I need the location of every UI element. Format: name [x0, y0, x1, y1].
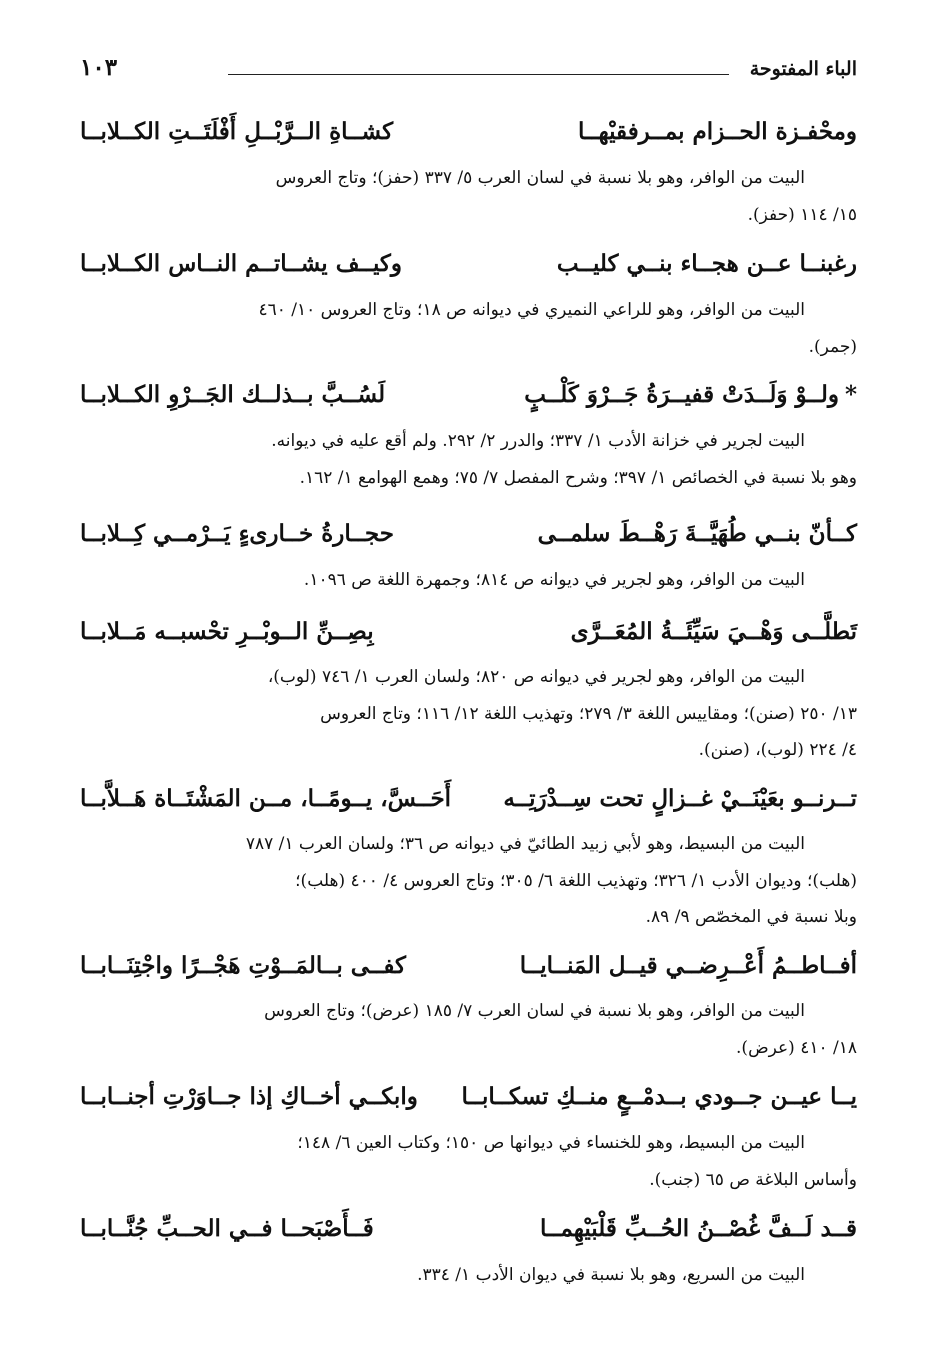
verse-line	[80, 520, 857, 560]
second-hemistich: كشــاةِ الــرَّبْــلِ أَفْلَتَــتِ الكــلابــا	[80, 118, 394, 145]
verse-line	[80, 952, 857, 992]
note-line: وهو بلا نسبة في الخصائص ١/ ٣٩٧؛ وشرح المفصل ٧/ ٧٥؛ وهمع الهوامع ١/ ١٦٢.	[299, 467, 857, 488]
first-hemistich: رغبنــا عــن هجــاء بنــي كليــب	[556, 250, 857, 277]
header-rule	[228, 74, 729, 75]
chapter-title: الباء المفتوحة	[749, 58, 857, 80]
verse-line	[80, 250, 857, 290]
first-hemistich: أفــاطــمُ أَعْــرِضــي قيــل المَنــايــا	[519, 952, 857, 979]
first-hemistich: ومحْفـزة الحــزام بمــرفقيْهــا	[578, 118, 857, 145]
note-line: ١٣/ ٢٥٠ (صنن)؛ ومقاييس اللغة ٣/ ٢٧٩؛ وتهذيب اللغة ١٢/ ١١٦؛ وتاج العروس	[320, 703, 857, 724]
new-verse-star: *	[844, 381, 857, 408]
note-line: البيت من الوافر، وهو لجرير في ديوانه ص ٨١٤؛ وجمهرة اللغة ص ١٠٩٦.	[303, 570, 805, 590]
second-hemistich: حجــارةُ خــارىءٍ يَــرْمــي كِــلابــا	[80, 520, 394, 547]
first-hemistich: تــرنــو بعَيْنَــيْ غــزالٍ تحت سِــدْرَتِــه	[503, 785, 857, 812]
note-line: البيت من الوافر، وهو لجرير في ديوانه ص ٨٢٠؛ ولسان العرب ١/ ٧٤٦ (لوب)،	[267, 667, 805, 687]
second-hemistich: وكيــف يشــاتــم النــاس الكــلابــا	[80, 250, 402, 277]
note-line: (هلب)؛ وديوان الأدب ١/ ٣٢٦؛ وتهذيب اللغة ٦/ ٣٠٥؛ وتاج العروس ٤/ ٤٠٠ (هلب)؛	[295, 870, 857, 891]
verse-note	[80, 993, 857, 1066]
verse-note	[80, 423, 857, 496]
second-hemistich: كفــى بــالمَــوْتِ هَجْــرًا واجْتِنَــابــا	[80, 952, 406, 979]
verse-note	[80, 826, 857, 936]
note-line: البيت من البسيط، وهو لأبي زبيد الطائيّ في ديوانه ص ٣٦؛ ولسان العرب ١/ ٧٨٧	[245, 834, 805, 854]
verse-note	[80, 1257, 857, 1294]
running-header	[80, 54, 857, 90]
verse-line	[80, 1215, 857, 1255]
verse-line	[80, 618, 857, 658]
verse-note	[80, 659, 857, 769]
verse-line	[80, 785, 857, 825]
verse-line	[80, 1083, 857, 1123]
second-hemistich: بِصِــنِّ الــوبْــرِ تحْسبــه مَــلابــا	[80, 618, 374, 645]
note-line: وبلا نسبة في المخصّص ٩/ ٨٩.	[645, 907, 857, 927]
second-hemistich: وابكــي أخــاكِ إذا جــاوَرْتِ أجنــابــا	[80, 1083, 418, 1110]
second-hemistich: أَحَــسَّ، يــومًــا، مــن المَشْتَــاة هَــلاَّبــا	[80, 785, 452, 812]
second-hemistich: فَــأَصْبَحــا فــي الحــبِّ جُنَّــابــا	[80, 1215, 374, 1242]
note-line: البيت لجرير في خزانة الأدب ١/ ٣٣٧؛ والدرر ٢/ ٢٩٢. ولم أقع عليه في ديوانه.	[271, 431, 805, 451]
verse-note	[80, 292, 857, 365]
second-hemistich: لَسُــبَّ بــذلــك الجَــرْوِ الكــلابــا	[80, 381, 386, 408]
first-hemistich: قــد لَــفَّ غُصْــنُ الحُــبِّ قَلْبَيْهِمــا	[539, 1215, 857, 1242]
note-line: ٤/ ٢٢٤ (لوب)، (صنن).	[698, 740, 857, 760]
first-hemistich: كــأنّ بنــي طُهَيَّــةَ رَهْــطَ سلمــى	[537, 520, 857, 547]
note-line: ١٨/ ٤١٠ (عرض).	[736, 1037, 857, 1058]
note-line: البيت من الوافر، وهو بلا نسبة في لسان العرب ٧/ ١٨٥ (عرض)؛ وتاج العروس	[264, 1001, 805, 1021]
note-line: البيت من البسيط، وهو للخنساء في ديوانها ص ١٥٠؛ وكتاب العين ٦/ ١٤٨؛	[297, 1133, 805, 1153]
first-hemistich: يــا عيــن جــودي بــدمْــعٍ منــكِ تسكــابــا	[461, 1083, 857, 1110]
verse-note	[80, 160, 857, 233]
first-hemistich	[524, 381, 857, 408]
verse-note	[80, 1125, 857, 1198]
note-line: البيت من الوافر، وهو بلا نسبة في لسان العرب ٥/ ٣٣٧ (حفز)؛ وتاج العروس	[275, 168, 805, 188]
note-line: ١٥/ ١١٤ (حفز).	[747, 204, 857, 225]
verse-line	[80, 381, 857, 421]
first-hemistich-text: ولــوْ وَلَــدَتْ قفيــرَةُ جَــرْوَ كَلْــبٍ	[524, 381, 839, 408]
note-line: وأساس البلاغة ص ٦٥ (جنب).	[649, 1169, 857, 1190]
page-number: ١٠٣	[80, 54, 118, 81]
verse-line	[80, 118, 857, 158]
verse-note	[80, 562, 857, 599]
note-line: البيت من السريع، وهو بلا نسبة في ديوان الأدب ١/ ٣٣٤.	[417, 1265, 805, 1285]
note-line: البيت من الوافر، وهو للراعي النميري في ديوانه ص ١٨؛ وتاج العروس ١٠/ ٤٦٠	[258, 300, 805, 320]
first-hemistich: تَطلَّــى وَهْــيَ سَيِّئَــةُ المُعَــرَّى	[570, 618, 857, 645]
note-line: (جمر).	[808, 336, 857, 357]
